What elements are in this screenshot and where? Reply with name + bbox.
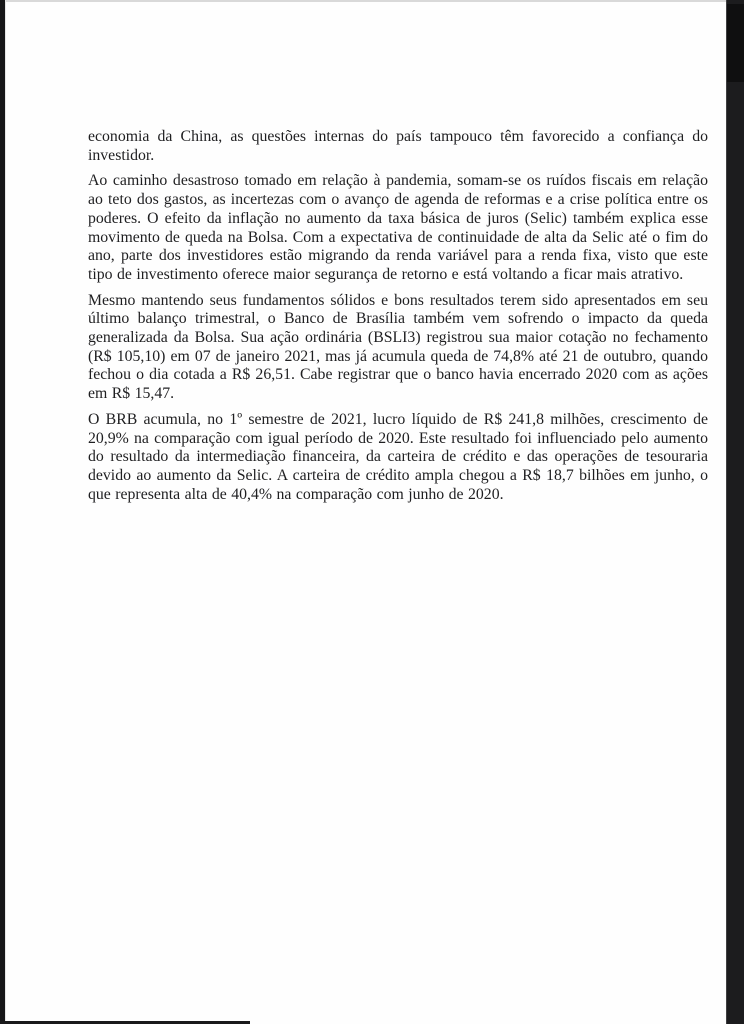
paragraph-brb-lucro-liquido: O BRB acumula, no 1º semestre de 2021, lucro líquido de R$ 241,8 milhões, crescimento de 20,9% na comparação com igual período de 2020. Este resultado foi influenciado pelo aumento do resultado da intermediação financeira, da carteira de crédito e das operações de tesouraria devido ao aumento da Selic. A carteira de crédito ampla chegou a R$ 18,7 bilhões em junho, o que representa alta de 40,4% na comparação com junho de 2020. <box>88 410 708 503</box>
paragraph-continuation: economia da China, as questões internas do país tampouco têm favorecido a confiança do investidor. <box>88 128 708 164</box>
scrollbar-track[interactable] <box>726 0 744 1024</box>
scrollbar-thumb[interactable] <box>727 4 744 82</box>
paragraph-pandemia-selic: Ao caminho desastroso tomado em relação à pandemia, somam-se os ruídos fiscais em relação ao teto dos gastos, as incertezas com o avanço de agenda de reformas e a crise política entre os poderes. O efeito da inflação no aumento da taxa básica de juros (Selic) também explica esse movimento de queda na Bolsa. Com a expectativa de continuidade de alta da Selic até o fim do ano, parte dos investidores estão migrando da renda variável para a renda fixa, visto que este tipo de investimento oferece maior segurança de retorno e está voltando a ficar mais atrativo. <box>88 172 708 283</box>
paragraph-banco-brasilia-bsli3: Mesmo mantendo seus fundamentos sólidos e bons resultados terem sido apresentados em seu último balanço trimestral, o Banco de Brasília também vem sofrendo o impacto da queda generalizada da Bolsa. Sua ação ordinária (BSLI3) registrou sua maior cotação no fechamento (R$ 105,10) em 07 de janeiro 2021, mas já acumula queda de 74,8% até 21 de outubro, quando fechou o dia cotada a R$ 26,51. Cabe registrar que o banco havia encerrado 2020 com as ações em R$ 15,47. <box>88 291 708 403</box>
top-hairline <box>0 0 744 2</box>
document-page <box>88 128 708 511</box>
window-edge-left <box>0 0 6 1024</box>
